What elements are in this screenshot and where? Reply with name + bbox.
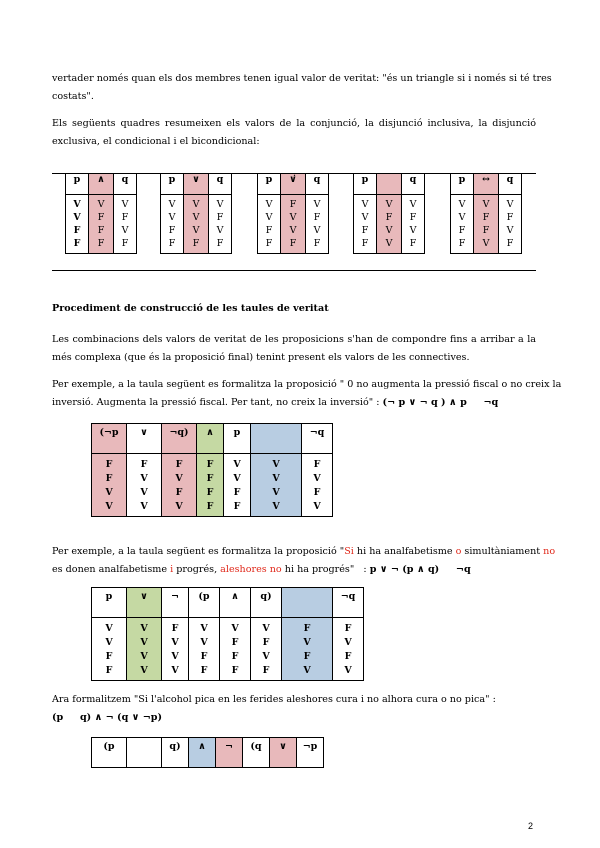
example2-line2-start: es donen analfabetisme xyxy=(52,564,171,575)
example3-header-cell: ¬p xyxy=(297,738,324,768)
truth-table-cell: V xyxy=(161,211,184,224)
example1-formula: (¬ p ∨ ¬ q ) ∧ p ¬q xyxy=(382,397,499,408)
truth-table-4 xyxy=(353,173,425,254)
truth-table-cell: F xyxy=(377,211,402,224)
truth-table-cell: V xyxy=(377,195,402,212)
example2-cell: F xyxy=(162,618,189,636)
truth-table-cell: F xyxy=(499,237,522,254)
truth-table-cell: F xyxy=(402,211,425,224)
example2-cell: F xyxy=(189,649,220,663)
truth-table-cell: V xyxy=(281,224,306,237)
truth-table-cell: F xyxy=(281,237,306,254)
truth-table-cell: F xyxy=(89,211,114,224)
example2-cell: V xyxy=(92,618,127,636)
example3-header-cell: ¬ xyxy=(216,738,243,768)
truth-table-cell: F xyxy=(402,237,425,254)
example1-cell: F xyxy=(224,485,251,499)
example1-header-cell: p xyxy=(224,424,251,454)
example2-cell: V xyxy=(251,649,282,663)
truth-table-cell: F xyxy=(306,237,329,254)
example2-cell: F xyxy=(189,663,220,681)
example2-cell: V xyxy=(162,635,189,649)
example1-header-cell: ∧ xyxy=(197,424,224,454)
truth-table-5 xyxy=(450,173,522,254)
example2-i: i xyxy=(170,564,174,575)
truth-table-cell: F xyxy=(114,211,137,224)
example2-cell: V xyxy=(127,635,162,649)
example2-cell: F xyxy=(220,663,251,681)
example1-cell: F xyxy=(197,485,224,499)
truth-table-cell: F xyxy=(474,224,499,237)
example1-cell: F xyxy=(302,454,333,472)
truth-tables-bottom-rule xyxy=(52,270,536,271)
example2-header-cell: p xyxy=(92,588,127,618)
example1-header-cell xyxy=(251,424,302,454)
truth-table-cell: F xyxy=(89,237,114,254)
truth-table-4-header: q xyxy=(402,174,425,195)
example1-cell: V xyxy=(162,499,197,517)
truth-table-cell: F xyxy=(161,237,184,254)
truth-table-cell: V xyxy=(499,195,522,212)
truth-table-2-header: q xyxy=(209,174,232,195)
truth-table-5-header: ↔ xyxy=(474,174,499,195)
example2-header-cell: ∨ xyxy=(127,588,162,618)
example2-cell: F xyxy=(220,635,251,649)
truth-table-cell: V xyxy=(451,195,474,212)
example3-header-cell: (p xyxy=(92,738,127,768)
page-number: 2 xyxy=(528,821,534,831)
example1-cell: V xyxy=(251,471,302,485)
truth-table-cell: F xyxy=(281,195,306,212)
example2-header-cell xyxy=(282,588,333,618)
truth-table-cell: V xyxy=(474,195,499,212)
truth-table-1-header: q xyxy=(114,174,137,195)
example2-mid2: simultàniament xyxy=(461,546,544,557)
example1-cell: F xyxy=(162,485,197,499)
example2-cell: F xyxy=(92,649,127,663)
example1-cell: V xyxy=(127,485,162,499)
intro-line-2: costats". xyxy=(52,91,94,102)
example1-line-1: Per exemple, a la taula següent es formalitza la proposició " 0 no augmenta la pressió fiscal o no creix la xyxy=(52,379,562,390)
truth-table-5-header: p xyxy=(451,174,474,195)
truth-table-cell: V xyxy=(402,224,425,237)
example2-header-cell: q) xyxy=(251,588,282,618)
truth-table-4-header: p xyxy=(354,174,377,195)
truth-table-3-header: p xyxy=(258,174,281,195)
example2-cell: V xyxy=(220,618,251,636)
example2-formula: p ∨ ¬ (p ∧ q) ¬q xyxy=(369,564,471,575)
example2-header-cell: ¬ xyxy=(162,588,189,618)
example2-header-cell: ∧ xyxy=(220,588,251,618)
example2-o: o xyxy=(455,546,462,557)
example2-line-1 xyxy=(52,543,556,561)
example1-cell: V xyxy=(92,485,127,499)
example3-table xyxy=(91,737,324,768)
example3-header-cell xyxy=(127,738,162,768)
example1-cell: F xyxy=(127,454,162,472)
truth-table-cell: F xyxy=(354,224,377,237)
truth-table-cell: V xyxy=(114,224,137,237)
truth-table-cell: F xyxy=(306,211,329,224)
example3-formula: (p q) ∧ ¬ (q ∨ ¬p) xyxy=(52,712,163,723)
truth-table-cell: F xyxy=(451,224,474,237)
truth-table-cell: V xyxy=(451,211,474,224)
truth-table-cell: V xyxy=(258,195,281,212)
example1-line-2 xyxy=(52,394,536,412)
example1-cell: F xyxy=(224,499,251,517)
intro-line-1: vertader només quan els dos membres tenen igual valor de veritat: "és un triangle si i només si té tres xyxy=(52,73,552,84)
example2-table xyxy=(91,587,364,681)
truth-table-cell: V xyxy=(499,224,522,237)
example2-cell: F xyxy=(282,649,333,663)
example2-cell: V xyxy=(282,663,333,681)
example3-header-cell: q) xyxy=(162,738,189,768)
truth-table-cell: V xyxy=(377,237,402,254)
example1-cell: V xyxy=(127,471,162,485)
truth-table-cell: V xyxy=(281,211,306,224)
example2-cell: V xyxy=(162,663,189,681)
example1-cell: V xyxy=(302,499,333,517)
example1-cell: V xyxy=(224,471,251,485)
example1-cell: F xyxy=(197,454,224,472)
example2-paragraph xyxy=(52,543,556,579)
truth-table-cell: V xyxy=(209,224,232,237)
truth-table-cell: V xyxy=(258,211,281,224)
example2-cell: F xyxy=(282,618,333,636)
truth-table-3-header: ∨̇ xyxy=(281,174,306,195)
example1-header-cell: ¬q xyxy=(302,424,333,454)
example1-cell: F xyxy=(302,485,333,499)
example1-cell: V xyxy=(92,499,127,517)
example2-cell: V xyxy=(189,635,220,649)
truth-table-1-header: ∧ xyxy=(89,174,114,195)
example1-cell: V xyxy=(251,454,302,472)
example1-cell: V xyxy=(302,471,333,485)
example2-cell: V xyxy=(333,663,364,681)
truth-table-cell: F xyxy=(258,237,281,254)
truth-table-cell: V xyxy=(209,195,232,212)
example3-line-1: Ara formalitzem "Si l'alcohol pica en les ferides aleshores cura i no alhora cura o no pica" : xyxy=(52,694,496,705)
example2-aleshores-no: aleshores no xyxy=(220,564,282,575)
truth-table-cell: V xyxy=(354,211,377,224)
example2-line2-mid: progrés, xyxy=(173,564,221,575)
example1-cell: V xyxy=(251,499,302,517)
truth-table-cell: V xyxy=(354,195,377,212)
example2-cell: F xyxy=(220,649,251,663)
procedure-heading: Procediment de construcció de les taules de veritat xyxy=(52,303,329,314)
truth-table-1 xyxy=(65,173,137,254)
truth-table-5-header: q xyxy=(499,174,522,195)
example3-paragraph xyxy=(52,691,536,727)
truth-table-cell: F xyxy=(161,224,184,237)
truth-table-cell: F xyxy=(89,224,114,237)
truth-table-cell: F xyxy=(209,211,232,224)
example1-cell: F xyxy=(197,471,224,485)
example3-header-cell: ∨ xyxy=(270,738,297,768)
example1-cell: F xyxy=(162,454,197,472)
truth-table-cell: V xyxy=(184,224,209,237)
example1-header-cell: ∨ xyxy=(127,424,162,454)
truth-table-cell: F xyxy=(66,224,89,237)
truth-table-2 xyxy=(160,173,232,254)
combinations-paragraph: Les combinacions dels valors de veritat de les proposicions s'han de compondre fins a arribar a la més complexa (que és la proposició final) tenint present els valors de les connectives. xyxy=(52,334,536,363)
truth-table-cell: V xyxy=(474,237,499,254)
truth-table-cell: V xyxy=(184,211,209,224)
example2-cell: F xyxy=(92,663,127,681)
truth-table-cell: V xyxy=(66,195,89,212)
example2-cell: V xyxy=(282,635,333,649)
truth-table-cell: F xyxy=(499,211,522,224)
example2-header-cell: ¬q xyxy=(333,588,364,618)
truth-table-cell: V xyxy=(377,224,402,237)
example2-cell: V xyxy=(162,649,189,663)
example3-header-cell: ∧ xyxy=(189,738,216,768)
truth-table-cell: F xyxy=(114,237,137,254)
truth-table-cell: V xyxy=(114,195,137,212)
truth-table-cell: F xyxy=(209,237,232,254)
example2-cell: V xyxy=(127,618,162,636)
example3-header-cell: (q xyxy=(243,738,270,768)
truth-table-cell: F xyxy=(474,211,499,224)
truth-table-2-header: p xyxy=(161,174,184,195)
truth-table-cell: F xyxy=(258,224,281,237)
truth-table-cell: F xyxy=(451,237,474,254)
example1-paragraph xyxy=(52,376,562,412)
truth-table-cell: V xyxy=(89,195,114,212)
example2-no: no xyxy=(543,546,556,557)
example2-cell: F xyxy=(333,649,364,663)
truth-table-1-header: p xyxy=(66,174,89,195)
example2-cell: V xyxy=(189,618,220,636)
example1-cell: F xyxy=(92,454,127,472)
example2-header-cell: (p xyxy=(189,588,220,618)
intro-paragraph xyxy=(52,70,552,106)
example2-cell: V xyxy=(127,649,162,663)
example1-text: inversió. Augmenta la pressió fiscal. Per tant, no creix la inversió" : xyxy=(52,397,380,408)
example2-cell: F xyxy=(251,635,282,649)
example2-cell: V xyxy=(92,635,127,649)
example2-cell: V xyxy=(333,635,364,649)
example2-line2-end: hi ha progrés" : xyxy=(281,564,367,575)
truth-table-2-header: ∨ xyxy=(184,174,209,195)
example1-cell: V xyxy=(251,485,302,499)
truth-table-4-header xyxy=(377,174,402,195)
truth-table-cell: V xyxy=(66,211,89,224)
example2-line-2 xyxy=(52,561,536,579)
example1-cell: V xyxy=(162,471,197,485)
example2-mid1: hi ha analfabetisme xyxy=(353,546,456,557)
example2-si: Si xyxy=(344,546,354,557)
truth-table-cell: F xyxy=(354,237,377,254)
example2-cell: F xyxy=(251,663,282,681)
truth-table-3 xyxy=(257,173,329,254)
truth-table-cell: V xyxy=(184,195,209,212)
example2-cell: F xyxy=(333,618,364,636)
truth-table-cell: F xyxy=(66,237,89,254)
truth-table-3-header: q xyxy=(306,174,329,195)
example1-header-cell: (¬p xyxy=(92,424,127,454)
truth-table-cell: V xyxy=(161,195,184,212)
example2-cell: V xyxy=(251,618,282,636)
truth-table-cell: V xyxy=(306,195,329,212)
example1-cell: V xyxy=(127,499,162,517)
example1-cell: F xyxy=(197,499,224,517)
example1-cell: F xyxy=(92,471,127,485)
summary-paragraph: Els següents quadres resumeixen els valors de la conjunció, la disjunció inclusiva, la disjunció exclusiva, el condicional i el bicondicional: xyxy=(52,118,536,147)
example1-header-cell: ¬q) xyxy=(162,424,197,454)
truth-table-cell: V xyxy=(306,224,329,237)
truth-table-cell: F xyxy=(184,237,209,254)
example2-cell: V xyxy=(127,663,162,681)
example2-prefix: Per exemple, a la taula següent es formalitza la proposició " xyxy=(52,546,345,557)
example1-table xyxy=(91,423,333,517)
example1-cell: V xyxy=(224,454,251,472)
truth-table-cell: V xyxy=(402,195,425,212)
